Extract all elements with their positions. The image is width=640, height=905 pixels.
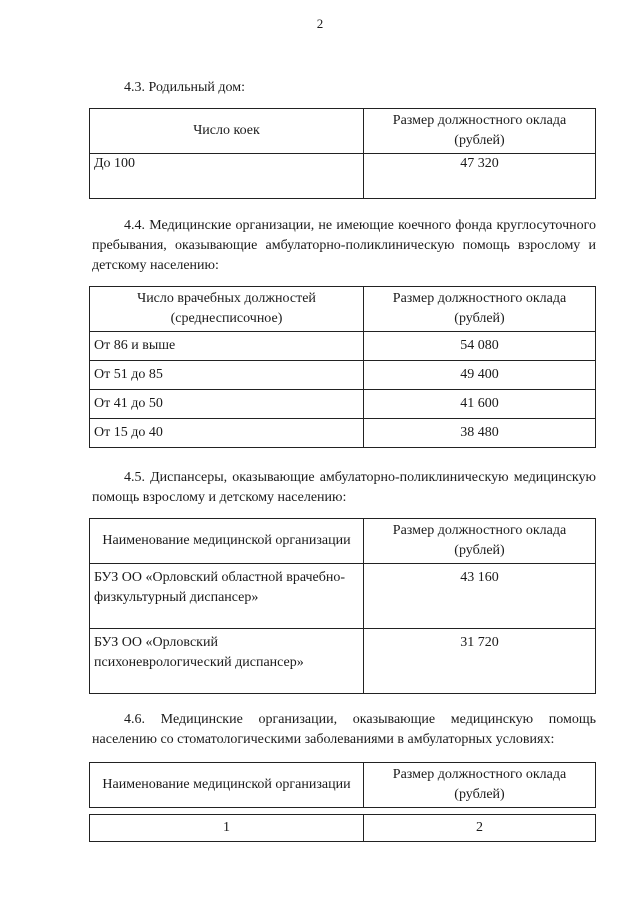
table-row [90, 564, 596, 629]
table-row [90, 419, 596, 448]
table-4-4-header-salary: Размер должностного оклада (рублей) [364, 287, 596, 332]
table-row [90, 629, 596, 694]
table-4-4-row-2-label: От 41 до 50 [90, 390, 364, 419]
table-4-5-row-1-label: БУЗ ОО «Орловский психоневрологический диспансер» [90, 629, 364, 694]
table-4-5-row-0-value: 43 160 [364, 564, 596, 629]
table-4-5-row-1-value: 31 720 [364, 629, 596, 694]
table-row [90, 332, 596, 361]
table-4-5-row-0-label: БУЗ ОО «Орловский областной врачебно-физкультурный диспансер» [90, 564, 364, 629]
section-4-5-text: 4.5. Диспансеры, оказывающие амбулаторно-поликлиническую медицинскую помощь взрослому и детскому населению: [92, 470, 596, 505]
table-4-6-spacer-right [364, 808, 596, 815]
table-row [90, 154, 596, 199]
table-4-4-row-1-label: От 51 до 85 [90, 361, 364, 390]
table-row [90, 815, 596, 842]
section-4-3-heading: 4.3. Родильный дом: [124, 80, 246, 95]
table-4-4-row-3-value: 38 480 [364, 419, 596, 448]
table-4-5 [89, 518, 596, 694]
table-4-3-header-salary: Размер должностного оклада (рублей) [364, 109, 596, 154]
table-4-3-row-0-value: 47 320 [364, 154, 596, 199]
table-4-6-col-number-2: 2 [364, 815, 596, 842]
table-4-6-header-name: Наименование медицинской организации [90, 763, 364, 808]
table-4-4-row-2-value: 41 600 [364, 390, 596, 419]
table-4-6 [89, 762, 596, 842]
table-4-6-col-number-1: 1 [90, 815, 364, 842]
table-4-4-row-0-label: От 86 и выше [90, 332, 364, 361]
table-4-4-row-0-value: 54 080 [364, 332, 596, 361]
table-4-3-header-count: Число коек [90, 109, 364, 154]
table-4-5-header-salary: Размер должностного оклада (рублей) [364, 519, 596, 564]
table-4-3 [89, 108, 596, 199]
section-4-6-text: 4.6. Медицинские организации, оказывающие медицинскую помощь населению со стоматологическими заболеваниями в амбулаторных условиях: [92, 712, 596, 747]
table-4-4 [89, 286, 596, 448]
page-number: 2 [316, 16, 324, 31]
table-4-4-row-3-label: От 15 до 40 [90, 419, 364, 448]
table-row [90, 390, 596, 419]
section-4-4-text: 4.4. Медицинские организации, не имеющие коечного фонда круглосуточного пребывания, оказывающие амбулаторно-поликлиническую помощь взрослому и детскому населению: [92, 218, 596, 273]
table-4-5-header-name: Наименование медицинской организации [90, 519, 364, 564]
table-4-6-spacer-left [90, 808, 364, 815]
table-4-3-row-0-label: До 100 [90, 154, 364, 199]
table-row [90, 361, 596, 390]
table-4-6-header-salary: Размер должностного оклада (рублей) [364, 763, 596, 808]
table-4-4-row-1-value: 49 400 [364, 361, 596, 390]
table-4-4-header-positions: Число врачебных должностей (среднесписочное) [90, 287, 364, 332]
